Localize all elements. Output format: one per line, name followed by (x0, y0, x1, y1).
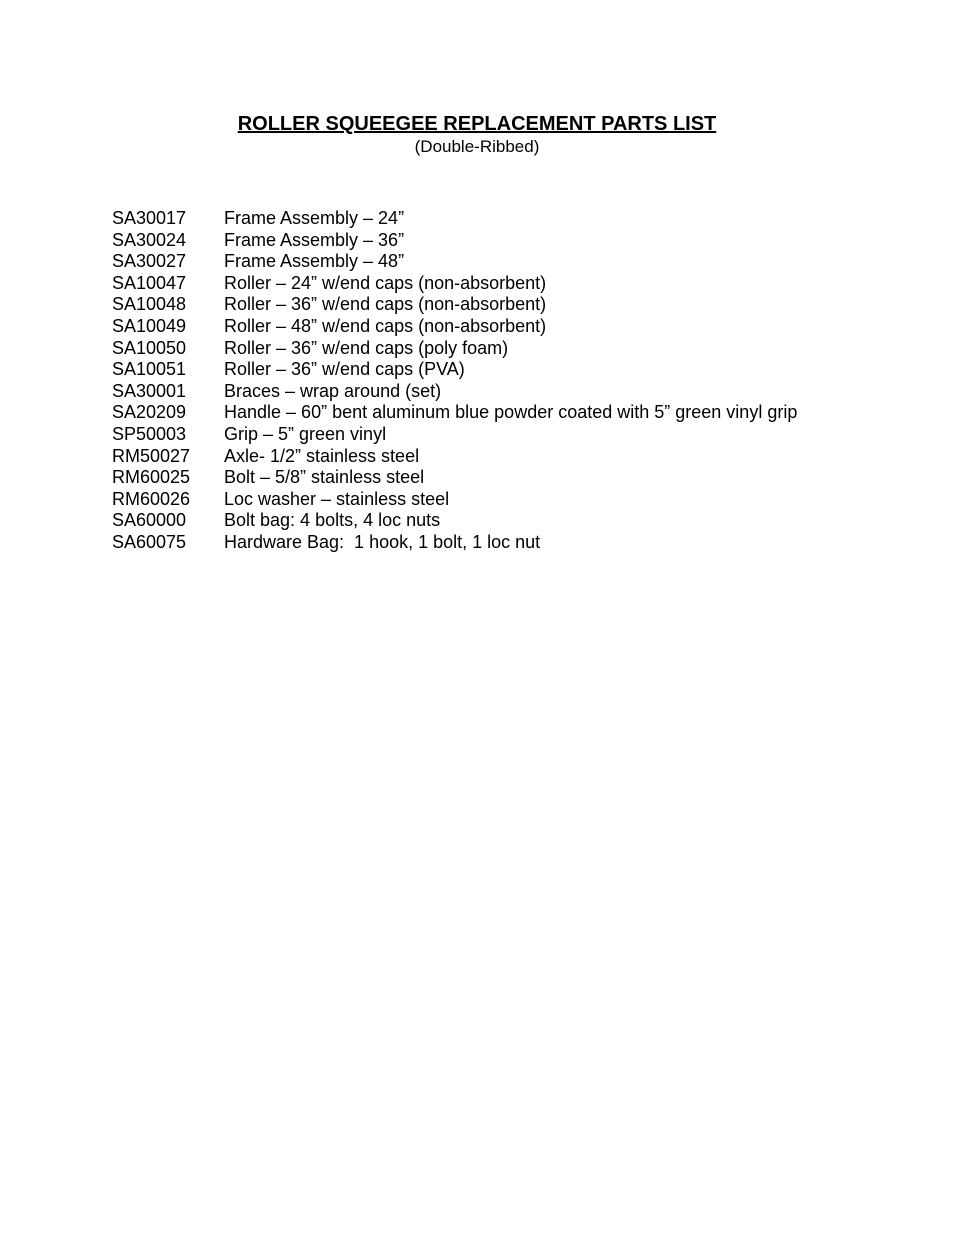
part-description: Hardware Bag: 1 hook, 1 bolt, 1 loc nut (224, 531, 541, 552)
part-description: Roller – 36” w/end caps (poly foam) (224, 337, 509, 358)
part-description: Loc washer – stainless steel (224, 488, 450, 509)
page-title: ROLLER SQUEEGEE REPLACEMENT PARTS LIST (237, 113, 717, 135)
part-description: Bolt – 5/8” stainless steel (224, 467, 425, 488)
part-number: SA30027 (112, 251, 187, 272)
part-number: SA30017 (112, 208, 187, 228)
document-header (0, 112, 954, 158)
part-number: SA60075 (112, 531, 187, 552)
part-description: Roller – 36” w/end caps (PVA) (224, 359, 465, 380)
part-row (112, 230, 932, 252)
part-description: Axle- 1/2” stainless steel (224, 445, 420, 466)
part-number: SA30024 (112, 229, 187, 250)
part-number: SA10047 (112, 272, 187, 293)
part-description: Frame Assembly – 24” (224, 208, 405, 228)
part-row (112, 273, 932, 295)
part-description: Roller – 24” w/end caps (non-absorbent) (224, 272, 547, 293)
part-description: Handle – 60” bent aluminum blue powder coated with 5” green vinyl grip (224, 402, 798, 423)
part-number: SA10048 (112, 294, 187, 315)
part-row (112, 316, 932, 338)
part-row (112, 381, 932, 403)
part-number: SA20209 (112, 402, 187, 423)
part-number: RM60025 (112, 467, 191, 488)
part-description: Braces – wrap around (set) (224, 380, 442, 401)
part-row (112, 208, 932, 230)
part-description: Grip – 5” green vinyl (224, 423, 387, 444)
part-number: SA10050 (112, 337, 187, 358)
page-subtitle: (Double-Ribbed) (414, 137, 540, 156)
part-row (112, 251, 932, 273)
part-number: RM50027 (112, 445, 191, 466)
part-description: Roller – 36” w/end caps (non-absorbent) (224, 294, 547, 315)
part-number: SA10049 (112, 315, 187, 336)
part-row (112, 338, 932, 360)
part-row (112, 489, 932, 511)
part-number: SA10051 (112, 359, 187, 380)
part-description: Frame Assembly – 48” (224, 251, 405, 272)
part-number: SP50003 (112, 423, 187, 444)
part-description: Frame Assembly – 36” (224, 229, 405, 250)
part-row (112, 424, 932, 446)
part-row (112, 359, 932, 381)
part-row (112, 446, 932, 468)
part-row (112, 402, 932, 424)
part-description: Bolt bag: 4 bolts, 4 loc nuts (224, 510, 441, 531)
part-description: Roller – 48” w/end caps (non-absorbent) (224, 315, 547, 336)
part-row (112, 467, 932, 489)
part-row (112, 532, 932, 554)
parts-list (112, 208, 932, 554)
part-row (112, 294, 932, 316)
part-number: SA60000 (112, 510, 187, 531)
part-number: SA30001 (112, 380, 187, 401)
part-number: RM60026 (112, 488, 191, 509)
part-row (112, 510, 932, 532)
